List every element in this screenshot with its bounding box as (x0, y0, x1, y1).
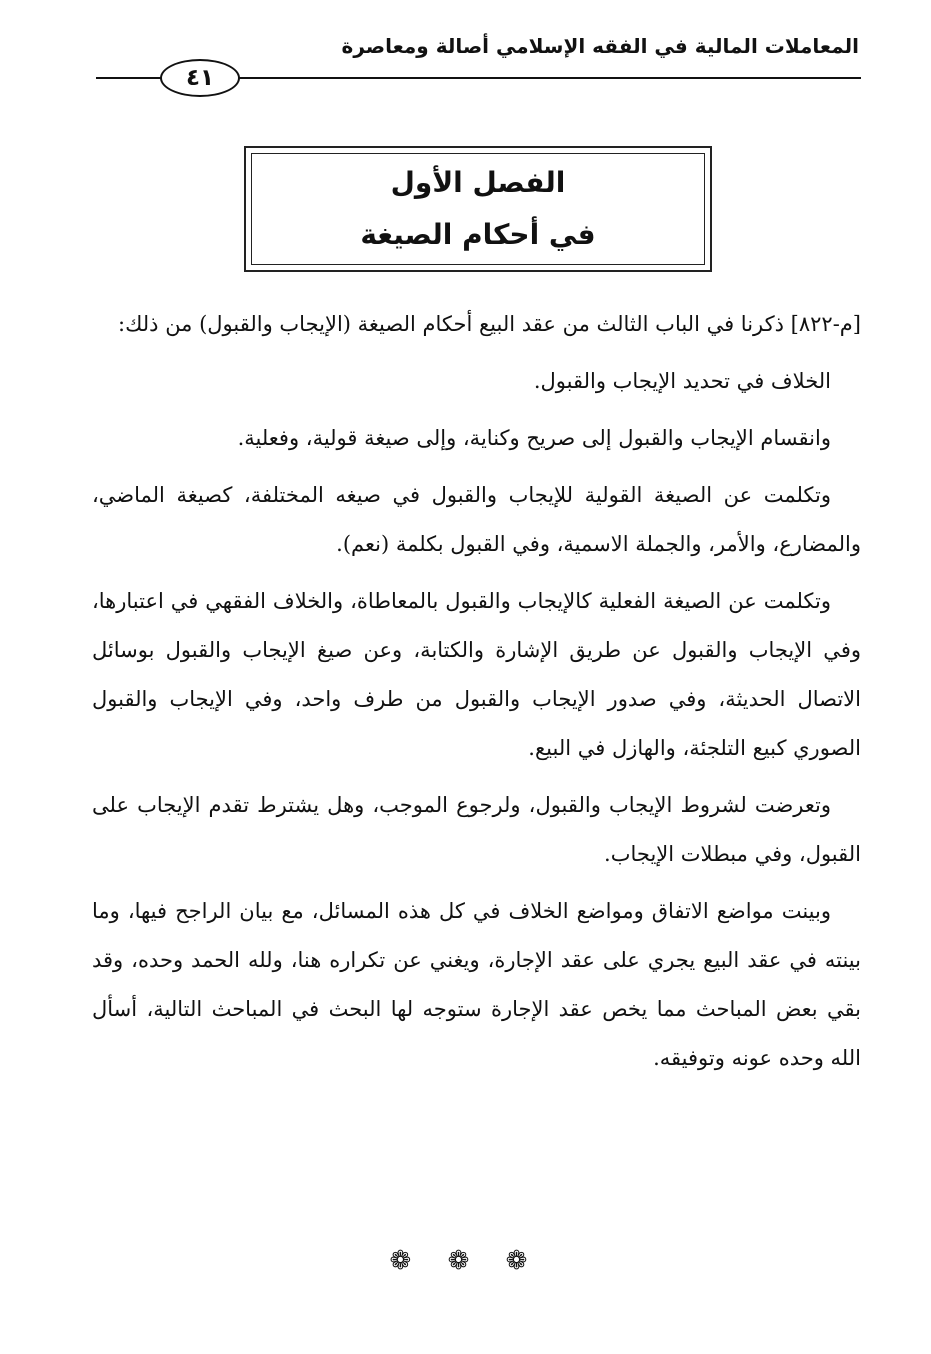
paragraph: وتكلمت عن الصيغة الفعلية كالإيجاب والقبول بالمعاطاة، والخلاف الفقهي في اعتبارها، وفي الإيجاب والقبول عن طريق الإشارة والكتابة، وعن صيغ الإيجاب والقبول بوسائل الاتصال الحديثة، وفي صدور الإيجاب والقبول من طرف واحد، وفي الإيجاب والقبول الصوري كبيع التلجئة، والهازل في البيع. (92, 589, 861, 760)
paragraph: وانقسام الإيجاب والقبول إلى صريح وكناية، وإلى صيغة قولية، وفعلية. (237, 426, 831, 450)
paragraph-intro: [م-٨٢٢] ذكرنا في الباب الثالث من عقد البيع أحكام الصيغة (الإيجاب والقبول) من ذلك: (118, 312, 861, 336)
paragraph: وتكلمت عن الصيغة القولية للإيجاب والقبول في صيغه المختلفة، كصيغة الماضي، والمضارع، والأمر، والجملة الاسمية، وفي القبول بكلمة (نعم). (92, 483, 861, 556)
paragraph: وتعرضت لشروط الإيجاب والقبول، ولرجوع الموجب، وهل يشترط تقدم الإيجاب على القبول، وفي مبطلات الإيجاب. (92, 793, 861, 866)
paragraph: الخلاف في تحديد الإيجاب والقبول. (533, 369, 831, 393)
flower-ornament-icon: ❁ (505, 1246, 542, 1276)
chapter-title-frame (244, 146, 712, 272)
section-end-ornaments (0, 1246, 931, 1276)
paragraph: وبينت مواضع الاتفاق ومواضع الخلاف في كل هذه المسائل، مع بيان الراجح فيها، وما بينته في عقد البيع يجري على عقد الإجارة، ويغني عن تكراره هنا، ولله الحمد وحده، وقد بقي بعض المباحث مما يخص عقد الإجارة ستوجه لها البحث في المباحث التالية، أسأل الله وحده عونه وتوفيقه. (92, 899, 861, 1070)
chapter-title: الفصل الأول (390, 166, 566, 199)
page-number-badge: ٤١ (160, 59, 240, 97)
flower-ornament-icon: ❁ (389, 1246, 426, 1276)
body-text (92, 300, 861, 1091)
running-header-title: المعاملات المالية في الفقه الإسلامي أصالة ومعاصرة (341, 34, 859, 58)
chapter-subtitle: في أحكام الصيغة (360, 218, 596, 251)
flower-ornament-icon: ❁ (447, 1246, 484, 1276)
